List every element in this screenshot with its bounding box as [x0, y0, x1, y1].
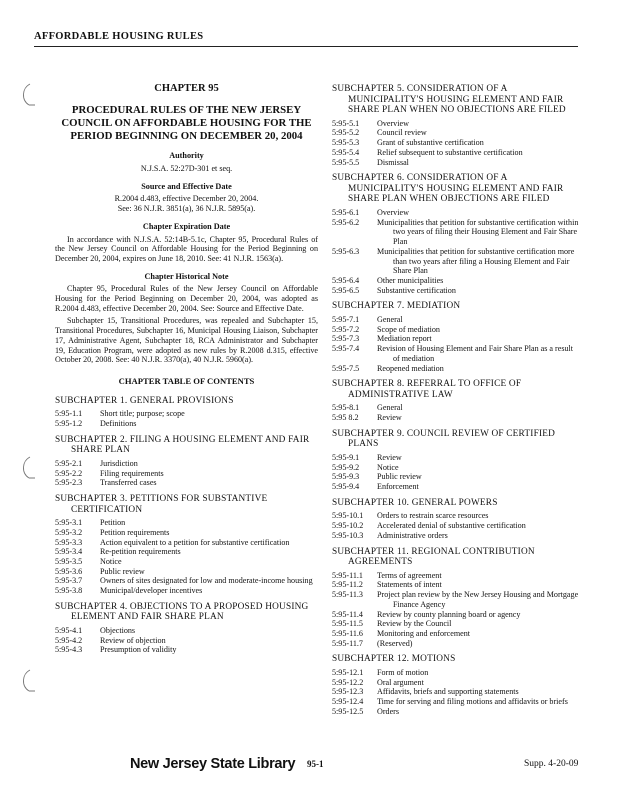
- section-number: 5:95-11.1: [332, 570, 363, 580]
- left-column: [55, 84, 318, 655]
- binder-hole-icon: [18, 82, 38, 108]
- section-title: Short title; purpose; scope: [100, 409, 185, 419]
- authority-text: N.J.S.A. 52:27D-301 et seq.: [140, 164, 233, 174]
- section-number: 5:95-11.2: [332, 580, 363, 590]
- authority-heading: Authority: [169, 151, 204, 161]
- section-title: Overview: [377, 118, 409, 128]
- history-paragraph-1: Chapter 95, Procedural Rules of the New Jersey Council on Affordable Housing for the Period Beginning on December 20, 2004, was adopted as R.2004 d.483, effective December 20, 2004. See: Source and Effective Date.: [55, 284, 318, 313]
- binder-hole-icon: [18, 668, 38, 694]
- section-number: 5:95-6.5: [332, 285, 360, 295]
- toc-entry: [332, 286, 580, 296]
- toc-entry: [332, 138, 580, 148]
- source-line-1: R.2004 d.483, effective December 20, 2004.: [114, 194, 259, 204]
- subchapter-title: SUBCHAPTER 12. MOTIONS: [332, 654, 456, 665]
- section-title: Objections: [100, 625, 136, 635]
- section-title: Municipalities that petition for substantive certification more than two years after filing a Housing Element and Fair Share Plan: [377, 246, 575, 276]
- toc-entry: [332, 707, 580, 717]
- toc-entry: [55, 626, 318, 636]
- toc-entry: [55, 636, 318, 646]
- section-title: Statements of intent: [377, 580, 442, 590]
- section-number: 5:95-3.5: [55, 556, 83, 566]
- toc-entry: [55, 478, 318, 488]
- toc-entry: [332, 571, 580, 581]
- toc-entry: [55, 567, 318, 577]
- subchapter-title: SUBCHAPTER 1. GENERAL PROVISIONS: [55, 395, 234, 406]
- expiration-heading: Chapter Expiration Date: [142, 221, 231, 231]
- toc-entry: [332, 128, 580, 138]
- section-number: 5:95-5.5: [332, 157, 360, 167]
- subchapter-title: SUBCHAPTER 10. GENERAL POWERS: [332, 497, 498, 508]
- header-rule: [34, 46, 578, 47]
- section-title: Revision of Housing Element and Fair Share Plan as a result of mediation: [377, 344, 574, 363]
- section-title: General: [377, 403, 403, 413]
- section-title: Terms of agreement: [377, 570, 442, 580]
- section-number: 5:95-6.4: [332, 276, 360, 285]
- left-toc: [55, 396, 318, 655]
- section-title: Petition: [100, 518, 126, 528]
- subchapter-title: SUBCHAPTER 2. FILING A HOUSING ELEMENT AND FAIR SHARE PLAN: [55, 434, 310, 456]
- toc-entry: [332, 629, 580, 639]
- section-title: Notice: [377, 462, 399, 472]
- section-title: Public review: [377, 472, 422, 482]
- section-number: 5:95-2.3: [55, 478, 83, 488]
- toc-entry: [332, 580, 580, 590]
- section-title: Enforcement: [377, 482, 419, 492]
- section-number: 5:95-10.2: [332, 521, 364, 531]
- section-title: General: [377, 315, 403, 324]
- section-title: Petition requirements: [100, 527, 170, 537]
- toc-entry: [332, 453, 580, 463]
- toc-entry: [55, 586, 318, 596]
- section-title: Notice: [100, 556, 122, 566]
- section-title: Oral argument: [377, 677, 424, 687]
- source-line-2: See: 36 N.J.R. 3851(a), 36 N.J.R. 5895(a).: [117, 204, 256, 214]
- source-heading: Source and Effective Date: [141, 181, 232, 191]
- section-title: Affidavits, briefs and supporting statements: [377, 687, 519, 697]
- section-number: 5:95-2.1: [55, 458, 83, 468]
- section-number: 5:95-2.2: [55, 468, 83, 478]
- footer-page-number: 95-1: [307, 759, 324, 769]
- toc-entry: [332, 334, 580, 344]
- section-number: 5:95-12.4: [332, 697, 364, 707]
- toc-entry: [332, 610, 580, 620]
- section-number: 5:95-9.2: [332, 462, 360, 472]
- subchapter-title: SUBCHAPTER 8. REFERRAL TO OFFICE OF ADMINISTRATIVE LAW: [332, 379, 522, 400]
- toc-entry: [332, 364, 580, 374]
- section-number: 5:95-1.2: [55, 418, 83, 428]
- toc-entry: [332, 325, 580, 335]
- section-number: 5:95-11.4: [332, 609, 363, 619]
- section-number: 5:95-9.1: [332, 453, 360, 462]
- section-number: 5:95-12.2: [332, 677, 364, 687]
- section-number: 5:95-11.3: [332, 590, 363, 600]
- subchapter-title: SUBCHAPTER 3. PETITIONS FOR SUBSTANTIVE CERTIFICATION: [55, 493, 268, 515]
- toc-entry: [55, 645, 318, 655]
- section-number: 5:95-6.3: [332, 246, 360, 256]
- section-title: Definitions: [100, 418, 137, 428]
- section-number: 5:95-4.3: [55, 645, 83, 655]
- section-number: 5:95-4.1: [55, 625, 83, 635]
- toc-entry: [332, 472, 580, 482]
- toc-entry: [332, 511, 580, 521]
- toc-entry: [332, 158, 580, 168]
- section-title: Mediation report: [377, 334, 432, 344]
- expiration-text: In accordance with N.J.S.A. 52:14B-5.1c, Chapter 95, Procedural Rules of the New Jersey Council on Affordable Housing for the Period Beginning on December 20, 2004, expires on June 18, 2010. See: 41 N.J.R. 1563(a).: [55, 234, 318, 263]
- section-title: Municipal/developer incentives: [100, 586, 203, 596]
- section-title: Jurisdiction: [100, 458, 138, 468]
- toc-entry: [55, 576, 318, 586]
- section-title: Project plan review by the New Jersey Housing and Mortgage Finance Agency: [377, 590, 579, 609]
- section-number: 5:95-3.7: [55, 576, 83, 586]
- section-title: Other municipalities: [377, 276, 444, 285]
- section-title: Orders: [377, 706, 400, 716]
- toc-entry: [55, 419, 318, 429]
- section-number: 5:95-6.2: [332, 217, 360, 227]
- toc-entry: [55, 547, 318, 557]
- section-title: Review by county planning board or agency: [377, 609, 521, 619]
- section-number: 5:95-12.1: [332, 667, 364, 677]
- section-number: 5:95-7.3: [332, 334, 360, 344]
- section-title: Reopened mediation: [377, 363, 444, 373]
- toc-entry: [332, 668, 580, 678]
- section-number: 5:95-7.2: [332, 324, 360, 334]
- subchapter-title: SUBCHAPTER 9. COUNCIL REVIEW OF CERTIFIED PLANS: [332, 428, 556, 450]
- toc-entry: [332, 276, 580, 286]
- toc-entry: [332, 639, 580, 649]
- section-number: 5:95-3.8: [55, 586, 83, 596]
- section-number: 5:95-3.6: [55, 566, 83, 576]
- section-number: 5:95-3.4: [55, 547, 83, 557]
- chapter-number: CHAPTER 95: [154, 83, 219, 94]
- section-title: Council review: [377, 128, 427, 138]
- running-head: AFFORDABLE HOUSING RULES: [34, 31, 204, 42]
- chapter-title: PROCEDURAL RULES OF THE NEW JERSEY COUNCIL ON AFFORDABLE HOUSING FOR THE PERIOD BEGINNING ON DECEMBER 20, 2004: [61, 103, 312, 143]
- section-title: Transferred cases: [100, 478, 157, 488]
- section-title: Public review: [100, 566, 145, 576]
- toc-entry: [332, 413, 580, 423]
- history-heading: Chapter Historical Note: [144, 271, 229, 281]
- toc-entry: [332, 531, 580, 541]
- section-number: 5:95-6.1: [332, 208, 360, 218]
- section-title: Scope of mediation: [377, 324, 440, 334]
- section-title: Administrative orders: [377, 530, 448, 540]
- section-number: 5:95-11.5: [332, 619, 363, 629]
- toc-entry: [332, 590, 580, 609]
- toc-entry: [332, 521, 580, 531]
- section-number: 5:95 8.2: [332, 413, 359, 423]
- section-number: 5:95-3.3: [55, 537, 83, 547]
- section-title: Overview: [377, 208, 409, 218]
- section-number: 5:95-11.7: [332, 638, 363, 648]
- section-title: Review by the Council: [377, 619, 452, 629]
- section-title: Presumption of validity: [100, 645, 177, 655]
- section-number: 5:95-10.3: [332, 530, 364, 540]
- toc-entry: [332, 315, 580, 325]
- section-title: Review: [377, 453, 402, 462]
- section-number: 5:95-7.1: [332, 315, 360, 324]
- toc-entry: [332, 148, 580, 158]
- section-number: 5:95-10.1: [332, 511, 364, 521]
- section-number: 5:95-7.5: [332, 363, 360, 373]
- toc-entry: [55, 538, 318, 548]
- subchapter-title: SUBCHAPTER 6. CONSIDERATION OF A MUNICIPALITY'S HOUSING ELEMENT AND FAIR SHARE PLAN WHEN OBJECTIONS ARE FILED: [332, 173, 564, 205]
- section-title: Form of motion: [377, 667, 429, 677]
- toc-entry: [332, 344, 580, 363]
- section-number: 5:95-1.1: [55, 409, 83, 419]
- toc-entry: [332, 119, 580, 129]
- footer-supplement: Supp. 4-20-09: [524, 759, 579, 769]
- toc-heading: CHAPTER TABLE OF CONTENTS: [118, 375, 255, 386]
- section-title: Monitoring and enforcement: [377, 628, 471, 638]
- section-title: Review of objection: [100, 635, 166, 645]
- footer-library-name: New Jersey State Library: [130, 756, 296, 772]
- section-title: Action equivalent to a petition for substantive certification: [100, 537, 290, 547]
- toc-entry: [55, 528, 318, 538]
- toc-entry: [332, 482, 580, 492]
- section-number: 5:95-8.1: [332, 403, 360, 413]
- section-title: Relief subsequent to substantive certification: [377, 147, 523, 157]
- section-number: 5:95-3.1: [55, 518, 83, 528]
- section-title: Dismissal: [377, 157, 409, 167]
- section-number: 5:95-5.4: [332, 147, 360, 157]
- section-number: 5:95-12.5: [332, 706, 364, 716]
- section-title: Review: [377, 413, 402, 423]
- toc-entry: [55, 409, 318, 419]
- toc-entry: [332, 247, 580, 276]
- toc-entry: [332, 678, 580, 688]
- section-number: 5:95-9.4: [332, 482, 360, 492]
- toc-entry: [332, 697, 580, 707]
- subchapter-title: SUBCHAPTER 7. MEDIATION: [332, 301, 461, 312]
- toc-entry: [55, 459, 318, 469]
- section-title: Re-petition requirements: [100, 547, 181, 557]
- section-number: 5:95-4.2: [55, 635, 83, 645]
- binder-hole-icon: [18, 455, 38, 481]
- toc-entry: [332, 619, 580, 629]
- toc-entry: [332, 463, 580, 473]
- section-number: 5:95-5.3: [332, 138, 360, 148]
- toc-entry: [55, 469, 318, 479]
- section-title: Orders to restrain scarce resources: [377, 511, 489, 521]
- right-toc: [332, 84, 580, 716]
- section-title: (Reserved): [377, 638, 413, 648]
- section-number: 5:95-12.3: [332, 687, 364, 697]
- history-paragraph-2: Subchapter 15, Transitional Procedures, was repealed and Subchapter 15, Transitional Procedures, Subchapter 16, Municipal Housing Liaison, Subchapter 17, Administrative Agent, Subchapter 18, RCA Administrator and Subchapter 19, Education Program, were adopted as new rules by R.2008 d.315, effective October 20, 2008. See: 40 N.J.R. 3370(a), 40 N.J.R. 5960(a).: [55, 316, 318, 365]
- section-title: Owners of sites designated for low and moderate-income housing: [100, 576, 313, 586]
- section-title: Substantive certification: [377, 285, 456, 295]
- right-column: [332, 84, 580, 716]
- section-number: 5:95-3.2: [55, 527, 83, 537]
- section-title: Grant of substantive certification: [377, 138, 484, 148]
- toc-entry: [332, 208, 580, 218]
- section-number: 5:95-5.1: [332, 118, 360, 128]
- section-title: Filing requirements: [100, 468, 164, 478]
- section-number: 5:95-7.4: [332, 344, 360, 354]
- section-title: Municipalities that petition for substantive certification within two years of filing their Housing Element and Fair Share Plan: [377, 217, 579, 247]
- subchapter-title: SUBCHAPTER 4. OBJECTIONS TO A PROPOSED HOUSING ELEMENT AND FAIR SHARE PLAN: [55, 601, 309, 623]
- subchapter-title: SUBCHAPTER 5. CONSIDERATION OF A MUNICIPALITY'S HOUSING ELEMENT AND FAIR SHARE PLAN WHEN NO OBJECTIONS ARE FILED: [332, 84, 566, 116]
- section-number: 5:95-9.3: [332, 472, 360, 482]
- section-title: Time for serving and filing motions and affidavits or briefs: [377, 697, 568, 707]
- section-number: 5:95-5.2: [332, 128, 360, 138]
- toc-entry: [55, 557, 318, 567]
- subchapter-title: SUBCHAPTER 11. REGIONAL CONTRIBUTION AGREEMENTS: [332, 546, 535, 568]
- section-title: Accelerated denial of substantive certification: [377, 521, 526, 531]
- toc-entry: [55, 518, 318, 528]
- toc-entry: [332, 403, 580, 413]
- section-number: 5:95-11.6: [332, 628, 363, 638]
- toc-entry: [332, 218, 580, 247]
- toc-entry: [332, 687, 580, 697]
